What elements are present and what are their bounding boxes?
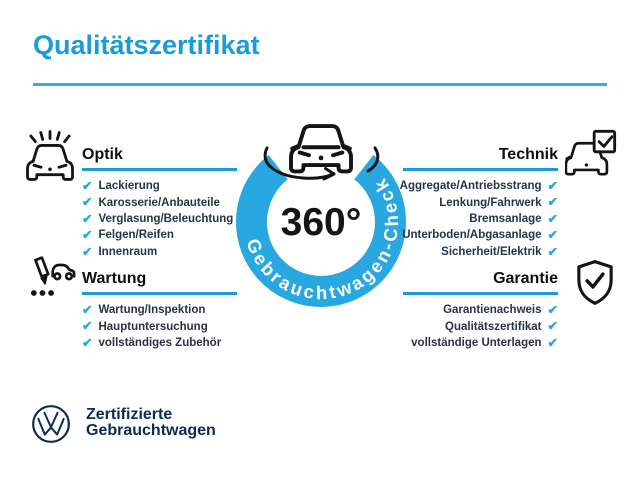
- pen-checklist-car-icon: [22, 255, 78, 303]
- shield-check-icon: [572, 258, 618, 308]
- section-title-technik: Technik: [498, 146, 558, 163]
- checklist-item: [82, 178, 233, 194]
- checklist-item: [400, 194, 558, 210]
- checklist-item: [411, 318, 558, 334]
- checklist-item: [82, 227, 233, 243]
- checklist-item: [82, 211, 233, 227]
- vw-logo: [31, 404, 71, 444]
- checklist-item-label: Wartung/Inspektion: [98, 304, 206, 317]
- checklist-item: [400, 178, 558, 194]
- checklist-item-label: Sicherheit/Elektrik: [441, 245, 542, 258]
- checklist-item-label: Hauptuntersuchung: [98, 320, 208, 333]
- checklist-item-label: Garantienachweis: [443, 304, 542, 317]
- checklist-item: [82, 302, 221, 318]
- check-icon: ✔: [547, 195, 558, 210]
- footer-line1: Zertifizierte: [86, 406, 173, 423]
- 360-check-badge: [221, 102, 421, 314]
- checklist-item: [82, 244, 233, 260]
- checklist-item-label: Innenraum: [98, 245, 158, 258]
- check-icon: ✔: [547, 335, 558, 350]
- section-title-optik: Optik: [82, 146, 123, 163]
- check-icon: ✔: [82, 319, 93, 334]
- wartung-checklist: [82, 302, 221, 351]
- checklist-item: [82, 194, 233, 210]
- checklist-item-label: Felgen/Reifen: [98, 229, 174, 242]
- title-divider: [33, 83, 607, 86]
- section-underline: [82, 292, 237, 295]
- car-checkbox-icon: [565, 129, 619, 179]
- checklist-item: [400, 244, 558, 260]
- checklist-item-label: Unterboden/Abgasanlage: [402, 229, 542, 242]
- page-title: Qualitätszertifikat: [33, 30, 260, 60]
- checklist-item: [400, 211, 558, 227]
- section-title-wartung: Wartung: [82, 270, 147, 287]
- checklist-item: [82, 318, 221, 334]
- checklist-item-label: Aggregate/Antriebsstrang: [399, 180, 542, 193]
- checklist-item: [400, 227, 558, 243]
- section-underline: [82, 168, 237, 171]
- center-value: 360°: [280, 201, 362, 244]
- checklist-item-label: Karosserie/Anbauteile: [98, 196, 220, 209]
- section-title-garantie: Garantie: [493, 270, 558, 287]
- check-icon: ✔: [82, 335, 93, 350]
- check-icon: ✔: [547, 319, 558, 334]
- checklist-item: [411, 335, 558, 351]
- checklist-item-label: Lenkung/Fahrwerk: [439, 196, 542, 209]
- section-underline: [403, 292, 558, 295]
- check-icon: ✔: [547, 228, 558, 243]
- checklist-item-label: vollständiges Zubehör: [98, 336, 222, 349]
- car-shine-icon: [23, 127, 77, 181]
- check-icon: ✔: [547, 244, 558, 259]
- section-underline: [403, 168, 558, 171]
- check-icon: ✔: [82, 195, 93, 210]
- check-icon: ✔: [82, 178, 93, 193]
- checklist-item-label: Qualitätszertifikat: [445, 320, 542, 333]
- checklist-item-label: Lackierung: [98, 180, 160, 193]
- technik-checklist: [400, 178, 558, 260]
- checklist-item: [411, 302, 558, 318]
- ring-label: Gebrauchtwagen-Check: [242, 173, 403, 304]
- optik-checklist: [82, 178, 233, 260]
- footer-line2: Gebrauchtwagen: [86, 422, 216, 439]
- check-icon: ✔: [82, 244, 93, 259]
- check-icon: ✔: [547, 178, 558, 193]
- footer-brand-text: [86, 407, 216, 439]
- check-icon: ✔: [82, 211, 93, 226]
- check-icon: ✔: [547, 211, 558, 226]
- check-icon: ✔: [547, 302, 558, 317]
- garantie-checklist: [411, 302, 558, 351]
- checklist-item-label: Bremsanlage: [469, 212, 542, 225]
- checklist-item: [82, 335, 221, 351]
- check-icon: ✔: [82, 302, 93, 317]
- check-icon: ✔: [82, 228, 93, 243]
- checklist-item-label: Verglasung/Beleuchtung: [98, 212, 234, 225]
- checklist-item-label: vollständige Unterlagen: [411, 336, 542, 349]
